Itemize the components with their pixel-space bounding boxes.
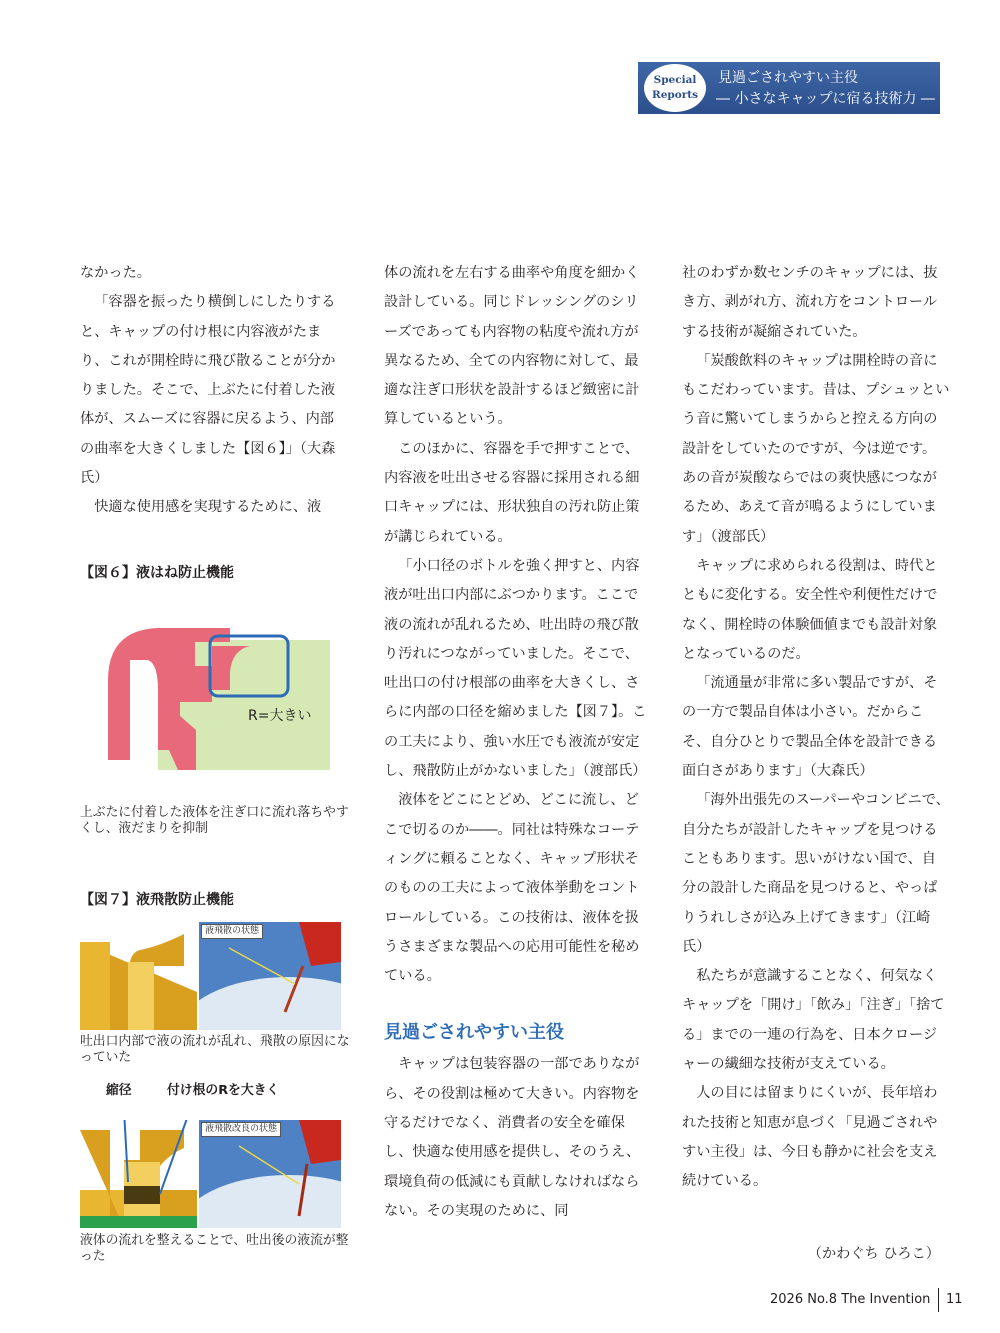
text-column-3 <box>682 259 950 1197</box>
figure-6-cap-cross-section <box>100 620 330 770</box>
figure-7-before-caption: 吐出口内部で液の流れが乱れ、飛散の原因になっていた <box>80 1034 350 1065</box>
figure-6-title: 【図６】液はね防止機能 <box>80 565 234 581</box>
text-column-2 <box>384 259 652 1226</box>
paragraph: 快適な使用感を実現するために、液 <box>94 499 322 516</box>
after-photo-label: 液飛散改良の状態 <box>201 1122 281 1137</box>
before-photo-label: 液飛散の状態 <box>201 924 263 939</box>
paragraph: 「炭酸飲料のキャップは開栓時の音にもこだわっています。昔は、プシュッという音に驚いてしまうからと控える方向の設計をしていたのですが、今は逆です。あの音が炭酸ならではの爽快感につながるため、あえて音が鳴るようにしています」（渡部氏） <box>682 352 950 545</box>
paragraph: 「海外出張先のスーパーやコンビニで、自分たちが設計したキャップを見つけることもあります。思いがけない国で、自分の設計した商品を見つけると、やっぱりうれしさが込み上げてきます」（江崎氏） <box>682 792 950 955</box>
figure-7-before-cross-section <box>80 922 197 1030</box>
paragraph: キャップは包装容器の一部でありながら、その役割は極めて大きい。内容物を守るだけでなく、消費者の安全を確保し、快適な使用感を提供し、そのうえ、環境負荷の低減にも貢献しなければならない。その実現のために、同 <box>384 1056 641 1219</box>
badge-line-reports: Reports <box>651 89 699 101</box>
paragraph: 「流通量が非常に多い製品ですが、その一方で製品自体は小さい。だからこそ、自分ひとりで製品全体を設計できる面白さがあります」（大森氏） <box>682 675 938 780</box>
annotation-larger-radius: 付け根のRを大きく <box>167 1083 280 1098</box>
figure-7-after-cross-section <box>80 1120 197 1228</box>
figure-7-after-caption: 液体の流れを整えることで、吐出後の液流が整った <box>80 1233 349 1264</box>
special-reports-badge <box>638 62 940 114</box>
author-signature: （かわぐち ひろこ） <box>807 1246 940 1262</box>
paragraph: このほかに、容器を手で押すことで、内容液を吐出させる容器に採用される細口キャップには、形状独自の汚れ防止策が講じられている。 <box>384 440 640 545</box>
figure-7-after-photo <box>199 1120 341 1228</box>
footer-divider <box>938 1288 939 1312</box>
page-number: 11 <box>946 1292 963 1307</box>
series-subtitle: ― 小さなキャップに宿る技術力 ― <box>716 91 935 107</box>
paragraph: 「小口径のボトルを強く押すと、内容液が吐出口内部にぶつかります。ここで液の流れが乱れるため、吐出時の飛び散り汚れにつながっていました。そこで、吐出口の付け根部の曲率を大きくし、さらに内部の口径を縮めました【図７】。この工夫により、強い水圧でも液流が安定し、飛散防止がかないました」（渡部氏） <box>384 557 647 780</box>
r-large-label: R=大きい <box>248 708 312 724</box>
paragraph: キャップに求められる役割は、時代とともに変化する。安全性や利便性だけでなく、開栓時の体験価値までも設計対象となっているのだ。 <box>682 557 938 662</box>
figure-7-title: 【図７】液飛散防止機能 <box>80 892 234 908</box>
paragraph: 人の目には留まりにくいが、長年培われた技術と知恵が息づく「見過ごされやすい主役」は、今日も静かに社会を支え続けている。 <box>682 1085 938 1190</box>
paragraph: なかった。 <box>80 265 151 281</box>
footer-issue: 2026 No.8 The Invention <box>770 1292 931 1307</box>
text-column-1 <box>80 259 348 523</box>
annotation-reduced-diameter: 縮径 <box>106 1083 132 1098</box>
series-title: 見過ごされやすい主役 <box>718 70 858 86</box>
badge-line-special: Special <box>653 74 697 86</box>
section-heading: 見過ごされやすい主役 <box>384 1022 564 1044</box>
special-reports-emblem <box>644 64 706 112</box>
paragraph: 私たちが意識することなく、何気なくキャップを「開け」「飲み」「注ぎ」「捨てる」までの一連の行為を、日本クロージャーの繊細な技術が支えている。 <box>682 968 945 1073</box>
paragraph: 「容器を振ったり横倒しにしたりすると、キャップの付け根に内容液がたまり、これが開栓時に飛び散ることが分かりました。そこで、上ぶたに付着した液体が、スムーズに容器に戻るよう、内部の曲率を大きくしました【図６】」（大森氏） <box>80 294 336 487</box>
figure-7-before-photo <box>199 922 341 1030</box>
paragraph: 液体をどこにとどめ、どこに流し、どこで切るのか――。同社は特殊なコーティングに頼ることなく、キャップ形状そのものの工夫によって液体挙動をコントロールしている。この技術は、液体を扱うさまざまな製品への応用可能性を秘めている。 <box>384 792 640 985</box>
figure-6-caption: 上ぶたに付着した液体を注ぎ口に流れ落ちやすくし、液だまりを抑制 <box>80 805 349 836</box>
paragraph: 社のわずか数センチのキャップには、抜き方、剥がれ方、流れ方をコントロールする技術が凝縮されていた。 <box>682 265 938 340</box>
paragraph: 体の流れを左右する曲率や角度を細かく設計している。同じドレッシングのシリーズであっても内容物の粘度や流れ方が異なるため、全ての内容物に対して、最適な注ぎ口形状を設計するほど緻密に計算しているという。 <box>384 265 640 428</box>
